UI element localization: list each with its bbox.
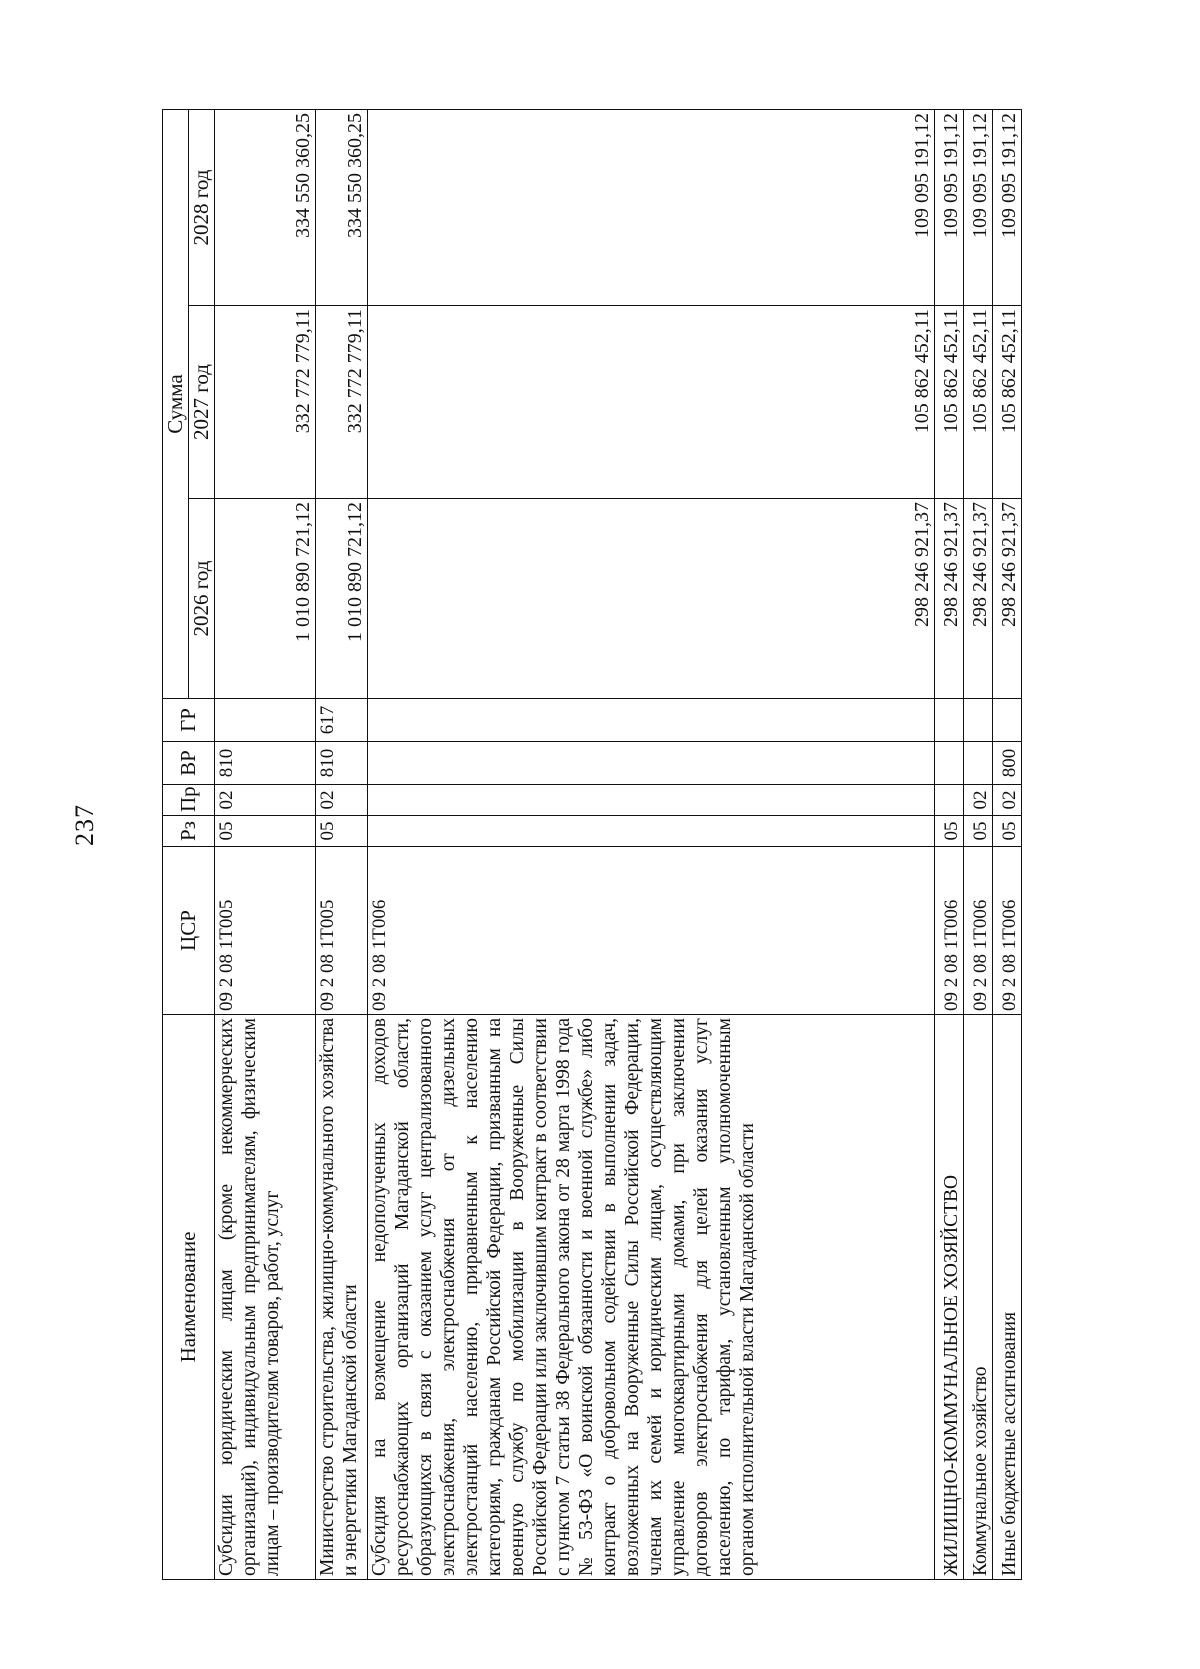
table-row [963,110,992,1580]
header-vr: ВР [163,742,215,785]
row-pr [367,785,934,816]
row-2028: 334 550 360,25 [215,110,316,306]
row-name: Иные бюджетные ассигнования [992,1015,1021,1580]
row-2028: 109 095 191,12 [992,110,1021,306]
row-2028: 109 095 191,12 [963,110,992,306]
row-gr [934,699,963,742]
row-pr: 02 [963,785,992,816]
table-row [934,110,963,1580]
row-csr: 09 2 08 1Т006 [934,847,963,1015]
row-rz: 05 [934,816,963,847]
table-row [992,110,1021,1580]
row-rz [367,816,934,847]
row-csr: 09 2 08 1Т006 [367,847,934,1015]
row-2026: 1 010 890 721,12 [215,499,316,699]
row-pr: 02 [215,785,316,816]
row-name: Министерство строительства, жилищно-коммунального хозяйства и энергетики Магаданской области [316,1015,368,1580]
row-name: Субсидии юридическим лицам (кроме некоммерческих организаций), индивидуальным предпринимателям, физическим лицам – производителям товаров, работ, услуг [215,1015,316,1580]
row-2027: 332 772 779,11 [215,306,316,499]
header-name: Наименование [163,1015,215,1580]
rotated-table-wrapper [162,110,1022,1580]
row-2026: 1 010 890 721,12 [316,499,368,699]
row-gr [367,699,934,742]
row-vr [963,742,992,785]
row-vr: 810 [215,742,316,785]
row-csr: 09 2 08 1Т006 [992,847,1021,1015]
row-name: ЖИЛИЩНО-КОММУНАЛЬНОЕ ХОЗЯЙСТВО [934,1015,963,1580]
row-csr: 09 2 08 1Т005 [215,847,316,1015]
row-name: Субсидия на возмещение недополученных доходов ресурсоснабжающих организаций Магаданской области, образующихся в связи с оказанием услуг централизованного электроснабжения, электроснабжения от дизельных электростанций населению, приравненным к населению категориям, гражданам Российской Федерации, призванным на военную службу по мобилизации в Вооруженные Силы Российской Федерации или заключившим контракт в соответствии с пунктом 7 статьи 38 Федерального закона от 28 марта 1998 года № 53-ФЗ «О воинской обязанности и военной службе» либо контракт о добровольном содействии в выполнении задач, возложенных на Вооруженные Силы Российской Федерации, членам их семей и юридическим лицам, осуществляющим управление многоквартирными домами, при заключении договоров электроснабжения для целей оказания услуг населению, по тарифам, установленным уполномоченным органом исполнительной власти Магаданской области [367,1015,934,1580]
row-rz: 05 [316,816,368,847]
row-rz: 05 [963,816,992,847]
row-vr: 800 [992,742,1021,785]
row-2027: 105 862 452,11 [992,306,1021,499]
row-rz: 05 [992,816,1021,847]
row-pr: 02 [992,785,1021,816]
row-vr: 810 [316,742,368,785]
table-row [215,110,316,1580]
row-2028: 334 550 360,25 [316,110,368,306]
row-2028: 109 095 191,12 [367,110,934,306]
row-2026: 298 246 921,37 [934,499,963,699]
row-2026: 298 246 921,37 [963,499,992,699]
header-gr: ГР [163,699,215,742]
header-pr: Пр [163,785,215,816]
table-row [316,110,368,1580]
row-gr [963,699,992,742]
row-pr [934,785,963,816]
header-csr: ЦСР [163,847,215,1015]
row-gr [215,699,316,742]
row-csr: 09 2 08 1Т006 [963,847,992,1015]
row-2027: 105 862 452,11 [934,306,963,499]
row-gr: 617 [316,699,368,742]
header-rz: Рз [163,816,215,847]
row-2028: 109 095 191,12 [934,110,963,306]
row-vr [934,742,963,785]
row-name: Коммунальное хозяйство [963,1015,992,1580]
row-2027: 332 772 779,11 [316,306,368,499]
header-sum: Сумма [163,110,189,699]
budget-table [162,109,1022,1580]
header-2026: 2026 год [189,499,215,699]
header-2028: 2028 год [189,110,215,306]
row-csr: 09 2 08 1Т005 [316,847,368,1015]
row-pr: 02 [316,785,368,816]
row-vr [367,742,934,785]
row-2026: 298 246 921,37 [367,499,934,699]
row-rz: 05 [215,816,316,847]
header-2027: 2027 год [189,306,215,499]
row-gr [992,699,1021,742]
row-2026: 298 246 921,37 [992,499,1021,699]
table-row [367,110,934,1580]
row-2027: 105 862 452,11 [963,306,992,499]
row-2027: 105 862 452,11 [367,306,934,499]
page-number: 237 [70,804,99,846]
